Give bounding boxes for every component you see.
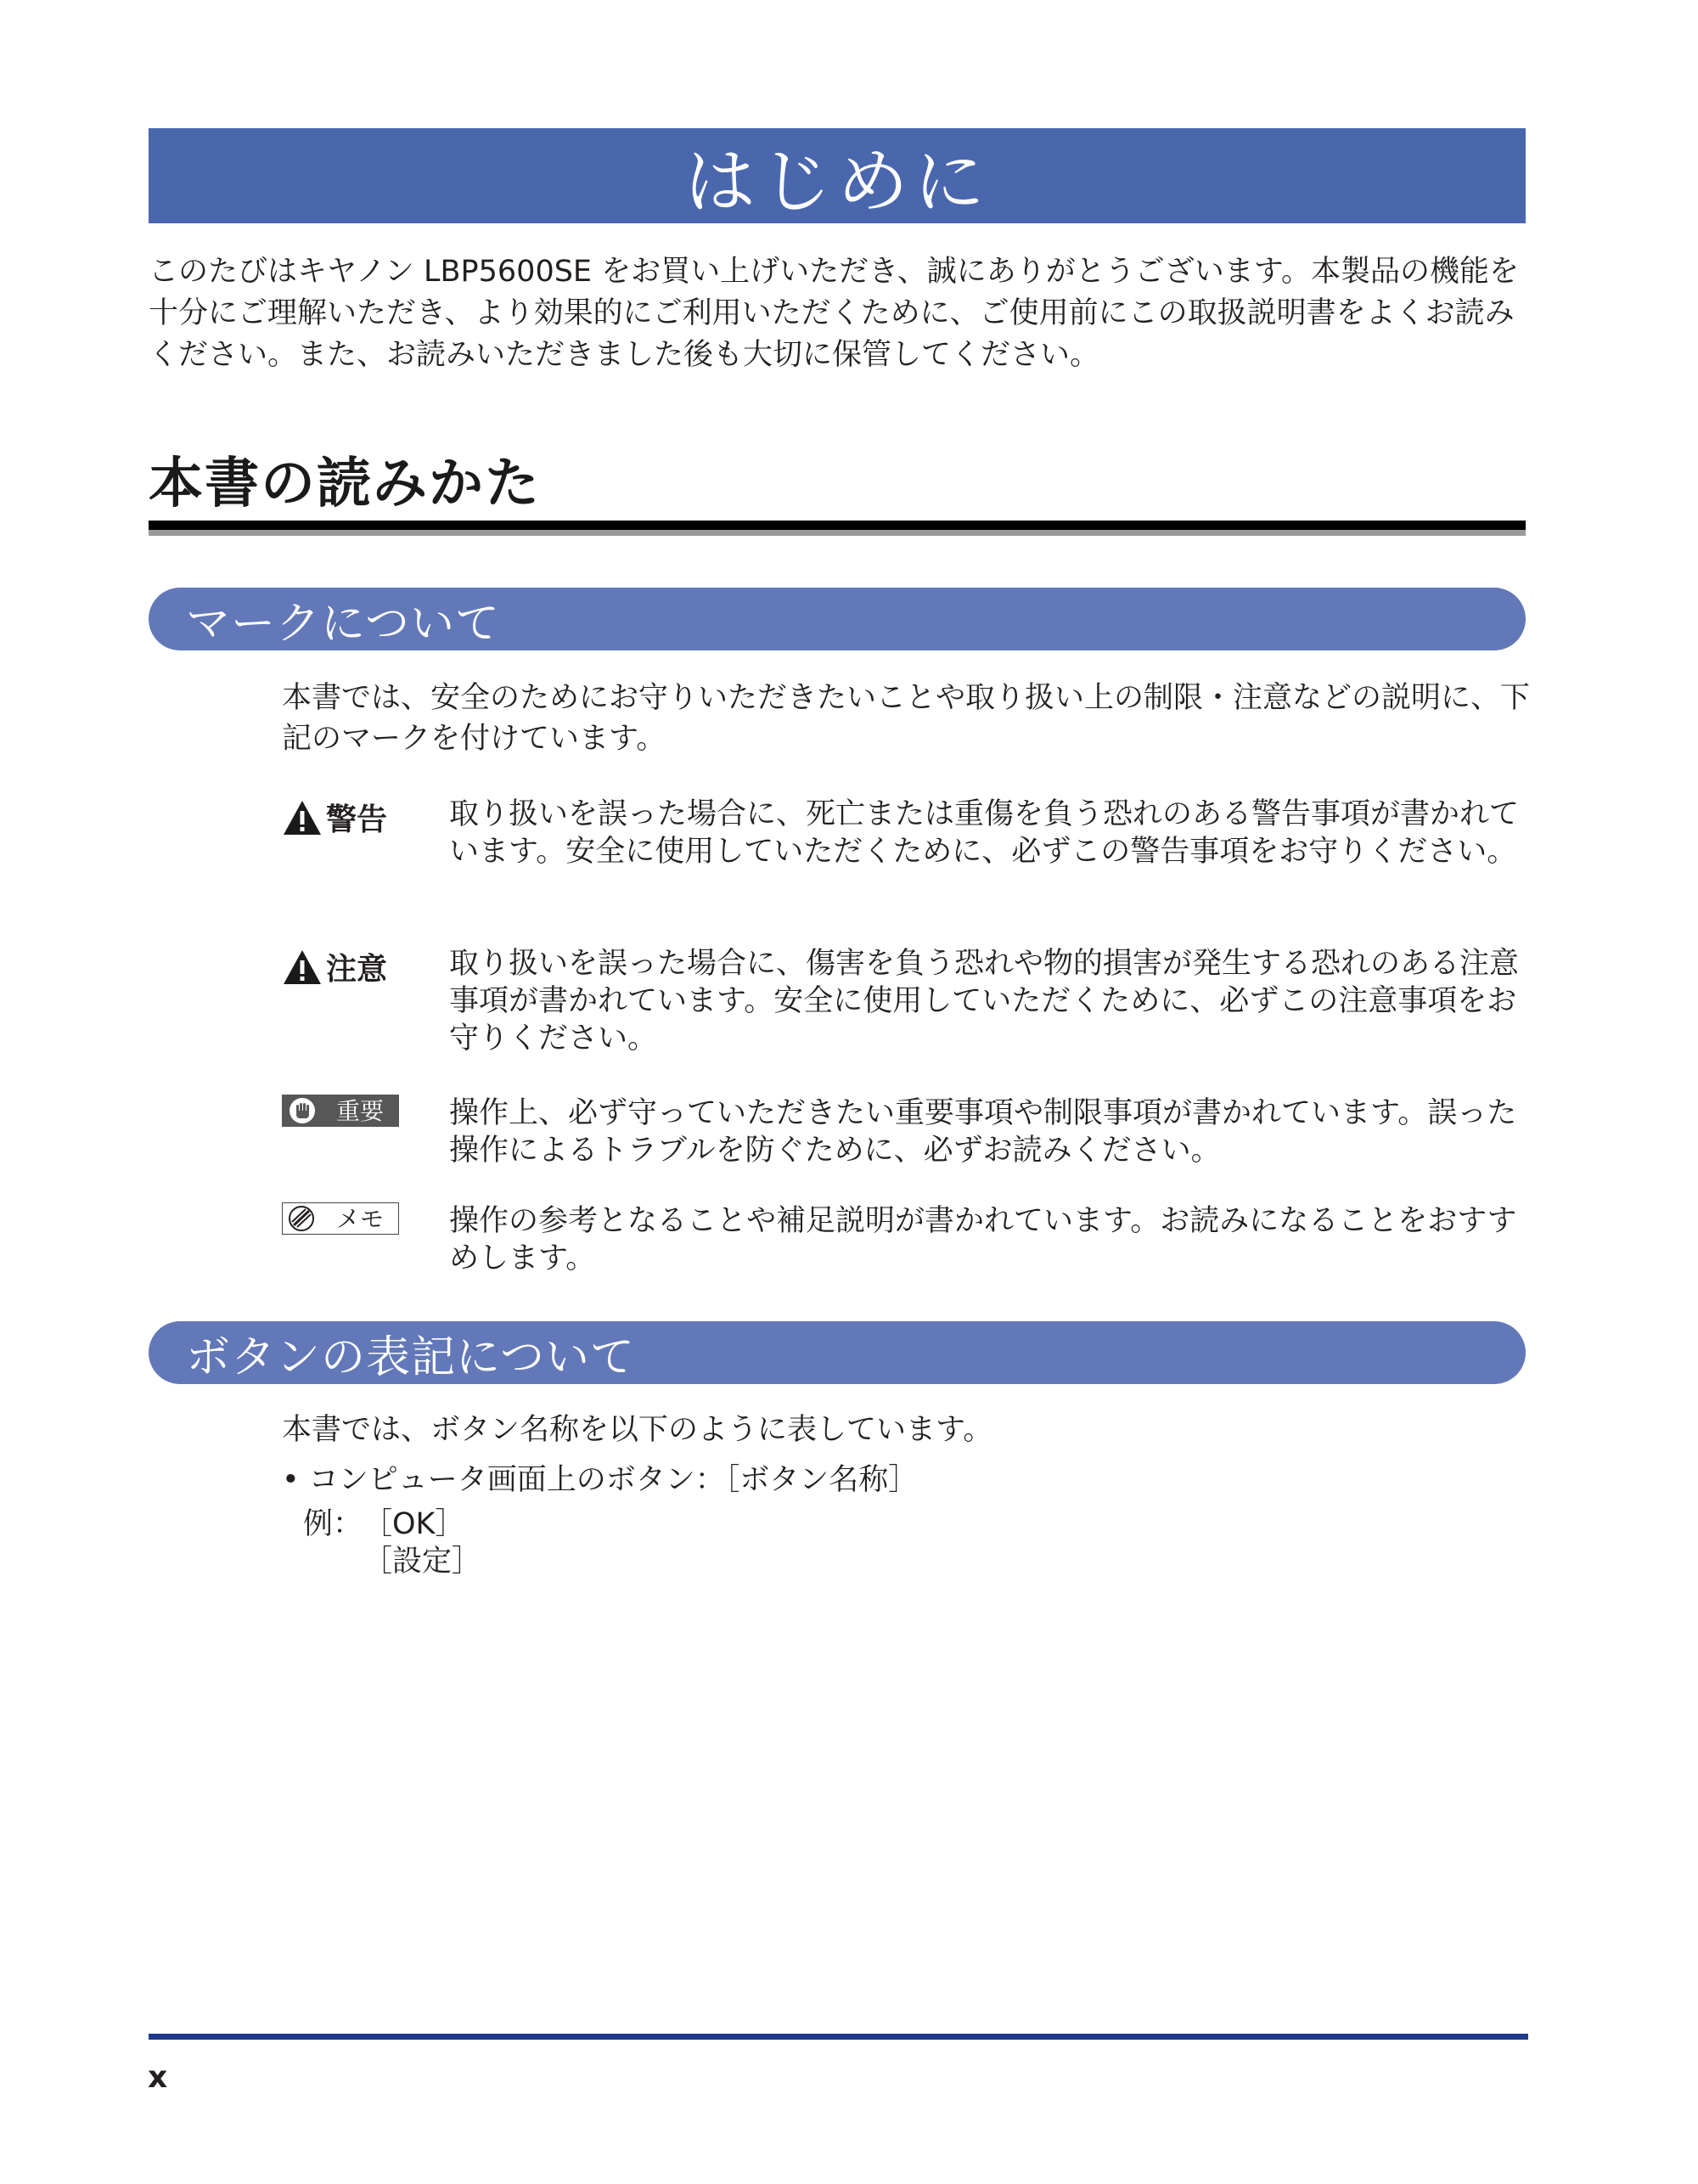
- important-pill: [282, 1095, 399, 1127]
- buttons-intro: 本書では、ボタン名称を以下のように表しています。: [282, 1413, 993, 1447]
- buttons-bullet: • コンピュータ画面上のボタン：［ボタン名称］: [282, 1463, 919, 1497]
- hand-stop-icon: [283, 1095, 322, 1126]
- subsection-title-buttons: ボタンの表記について: [186, 1331, 635, 1383]
- title-banner: [149, 128, 1526, 223]
- page-number: x: [148, 2060, 168, 2095]
- warning-triangle-icon: [282, 799, 323, 836]
- subsection-title-marks: マークについて: [186, 598, 500, 650]
- mark-label-memo: メモ: [335, 1204, 384, 1233]
- subsection-header-marks: [149, 588, 1526, 650]
- section-rule-shadow: [149, 530, 1526, 536]
- mark-label-warning: 警告: [326, 802, 388, 837]
- example-settings: ［設定］: [363, 1545, 482, 1579]
- mark-badge-memo: [282, 1202, 399, 1235]
- example-ok: ［OK］: [363, 1507, 465, 1541]
- mark-desc-memo: 操作の参考となることや補足説明が書かれています。お読みになることをおすすめします。: [449, 1204, 1517, 1275]
- intro-paragraph: このたびはキヤノン LBP5600SE をお買い上げいただき、誠にありがとうございます。本製品の機能を十分にご理解いただき、より効果的にご利用いただくために、ご使用前にこの取扱説明書をよくお読みください。また、お読みいただきました後も大切に保管してください。: [149, 255, 1519, 372]
- mark-label-important: 重要: [335, 1096, 384, 1125]
- section-title: 本書の読みかた: [149, 453, 541, 515]
- example-label: 例：: [303, 1507, 363, 1541]
- mark-label-caution: 注意: [326, 952, 388, 987]
- section-rule: [149, 521, 1526, 530]
- caution-triangle-icon: [282, 948, 323, 986]
- subsection-header-buttons: [149, 1321, 1526, 1384]
- buttons-example: [303, 1506, 482, 1579]
- mark-badge-warning: [282, 796, 387, 839]
- page-title: はじめに: [683, 139, 990, 223]
- mark-desc-caution: 取り扱いを誤った場合に、傷害を負う恐れや物的損害が発生する恐れのある注意事項が書かれています。安全に使用していただくために、必ずこの注意事項をお守りください。: [449, 947, 1520, 1055]
- memo-pencil-icon: [283, 1203, 322, 1234]
- marks-intro: 本書では、安全のためにお守りいただきたいことや取り扱い上の制限・注意などの説明に、下記のマークを付けています。: [282, 681, 1531, 756]
- memo-pill: [282, 1202, 399, 1235]
- mark-desc-warning: 取り扱いを誤った場合に、死亡または重傷を負う恐れのある警告事項が書かれています。安全に使用していただくために、必ずこの警告事項をお守りください。: [449, 797, 1520, 869]
- footer-rule: [149, 2034, 1528, 2040]
- mark-badge-caution: [282, 945, 387, 988]
- mark-badge-important: [282, 1095, 399, 1127]
- mark-desc-important: 操作上、必ず守っていただきたい重要事項や制限事項が書かれています。誤った操作によるトラブルを防ぐために、必ずお読みください。: [449, 1096, 1517, 1168]
